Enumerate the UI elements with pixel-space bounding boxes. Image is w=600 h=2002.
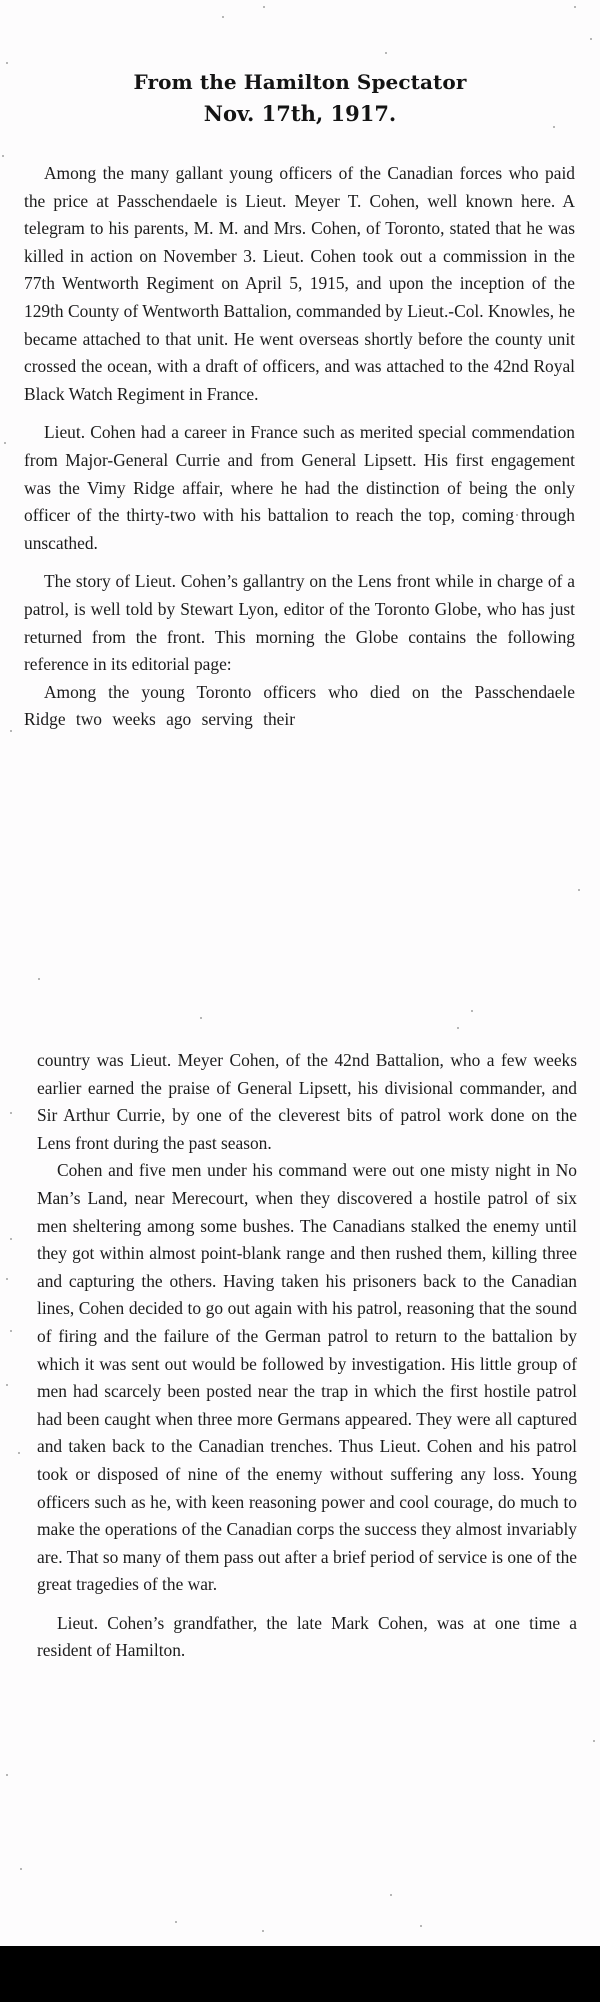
paragraph: Lieut. Cohen had a career in France such as merited special commendation from Major-General Currie and from General Lipsett. His first engagement was the Vimy Ridge affair, where he had the distinction of being the only officer of the thirty-two with his battalion to reach the top, coming through unscathed. bbox=[24, 422, 575, 553]
paragraph: The story of Lieut. Cohen’s gallantry on the Lens front while in charge of a patrol, is well told by Stewart Lyon, editor of the Toronto Globe, who has just returned from the front. This morning the Globe contains the following reference in its editorial page: bbox=[24, 571, 575, 675]
scan-speck bbox=[6, 1384, 8, 1386]
scan-speck bbox=[262, 1930, 264, 1932]
paragraph: Lieut. Cohen’s grandfather, the late Mark Cohen, was at one time a resident of Hamilton. bbox=[37, 1612, 577, 1661]
scan-speck bbox=[6, 1774, 8, 1776]
scan-speck bbox=[6, 1278, 8, 1280]
paragraph: Among the young Toronto officers who died on the Passchendaele Ridge two weeks ago serving their bbox=[24, 681, 575, 730]
scan-speck bbox=[590, 38, 592, 40]
scan-speck bbox=[18, 1452, 20, 1454]
article-date: Nov. 17th, 1917. bbox=[203, 101, 397, 126]
scan-speck bbox=[175, 1921, 177, 1923]
scan-speck bbox=[10, 730, 12, 732]
scan-speck bbox=[457, 1027, 459, 1029]
scan-speck bbox=[20, 1868, 22, 1870]
scan-speck bbox=[10, 1112, 12, 1114]
scan-speck bbox=[471, 1010, 473, 1012]
scan-speck bbox=[200, 1017, 202, 1019]
scan-speck bbox=[222, 16, 224, 18]
scan-speck bbox=[6, 62, 8, 64]
paragraph: country was Lieut. Meyer Cohen, of the 42nd Battalion, who a few weeks earlier earned the praise of General Lipsett, his divisional commander, and Sir Arthur Currie, by one of the cleverest bits of patrol work done on the Lens front during the past season. bbox=[37, 1050, 577, 1153]
scan-speck bbox=[10, 1238, 12, 1240]
scan-speck bbox=[2, 155, 4, 157]
scan-speck bbox=[593, 1740, 595, 1742]
article-column-lower bbox=[37, 1047, 577, 1665]
scan-speck bbox=[10, 1330, 12, 1332]
article-column-upper bbox=[24, 160, 575, 734]
article-title: From the Hamilton Spectator bbox=[133, 70, 467, 94]
scan-speck bbox=[574, 6, 576, 8]
scan-speck bbox=[578, 889, 580, 891]
bottom-black-band bbox=[0, 1946, 600, 2002]
paragraph: Cohen and five men under his command were out one misty night in No Man’s Land, near Merecourt, when they discovered a hostile patrol of six men sheltering among some bushes. The Canadians stalked the enemy until they got within almost point-blank range and then rushed them, killing three and capturing the others. Having taken his prisoners back to the Canadian lines, Cohen decided to go out again with his patrol, reasoning that the sound of firing and the failure of the German patrol to return to the battalion by which it was sent out would be followed by investigation. His little group of men had scarcely been posted near the trap in which the first hostile patrol had been caught when three more Germans appeared. They were all captured and taken back to the Canadian trenches. Thus Lieut. Cohen and his patrol took or disposed of nine of the enemy without suffering any loss. Young officers such as he, with keen reasoning power and cool courage, do much to make the operations of the Canadian corps the success they almost invariably are. That so many of them pass out after a brief period of service is one of the great tragedies of the war. bbox=[37, 1160, 577, 1595]
scan-speck bbox=[4, 442, 6, 444]
scan-speck bbox=[385, 52, 387, 54]
scan-speck bbox=[38, 978, 40, 980]
scan-speck bbox=[553, 126, 555, 128]
scan-speck bbox=[263, 6, 265, 8]
scan-speck bbox=[420, 1925, 422, 1927]
paragraph: Among the many gallant young officers of the Canadian forces who paid the price at Passchendaele is Lieut. Meyer T. Cohen, well known here. A telegram to his parents, M. M. and Mrs. Cohen, of Toronto, stated that he was killed in action on November 3. Lieut. Cohen took out a commission in the 77th Wentworth Regiment on April 5, 1915, and upon the inception of the 129th County of Wentworth Battalion, commanded by Lieut.-Col. Knowles, he became attached to that unit. He went overseas shortly before the county unit crossed the ocean, with a draft of officers, and was attached to the 42nd Royal Black Watch Regiment in France. bbox=[24, 163, 575, 404]
scan-speck bbox=[390, 1894, 392, 1896]
